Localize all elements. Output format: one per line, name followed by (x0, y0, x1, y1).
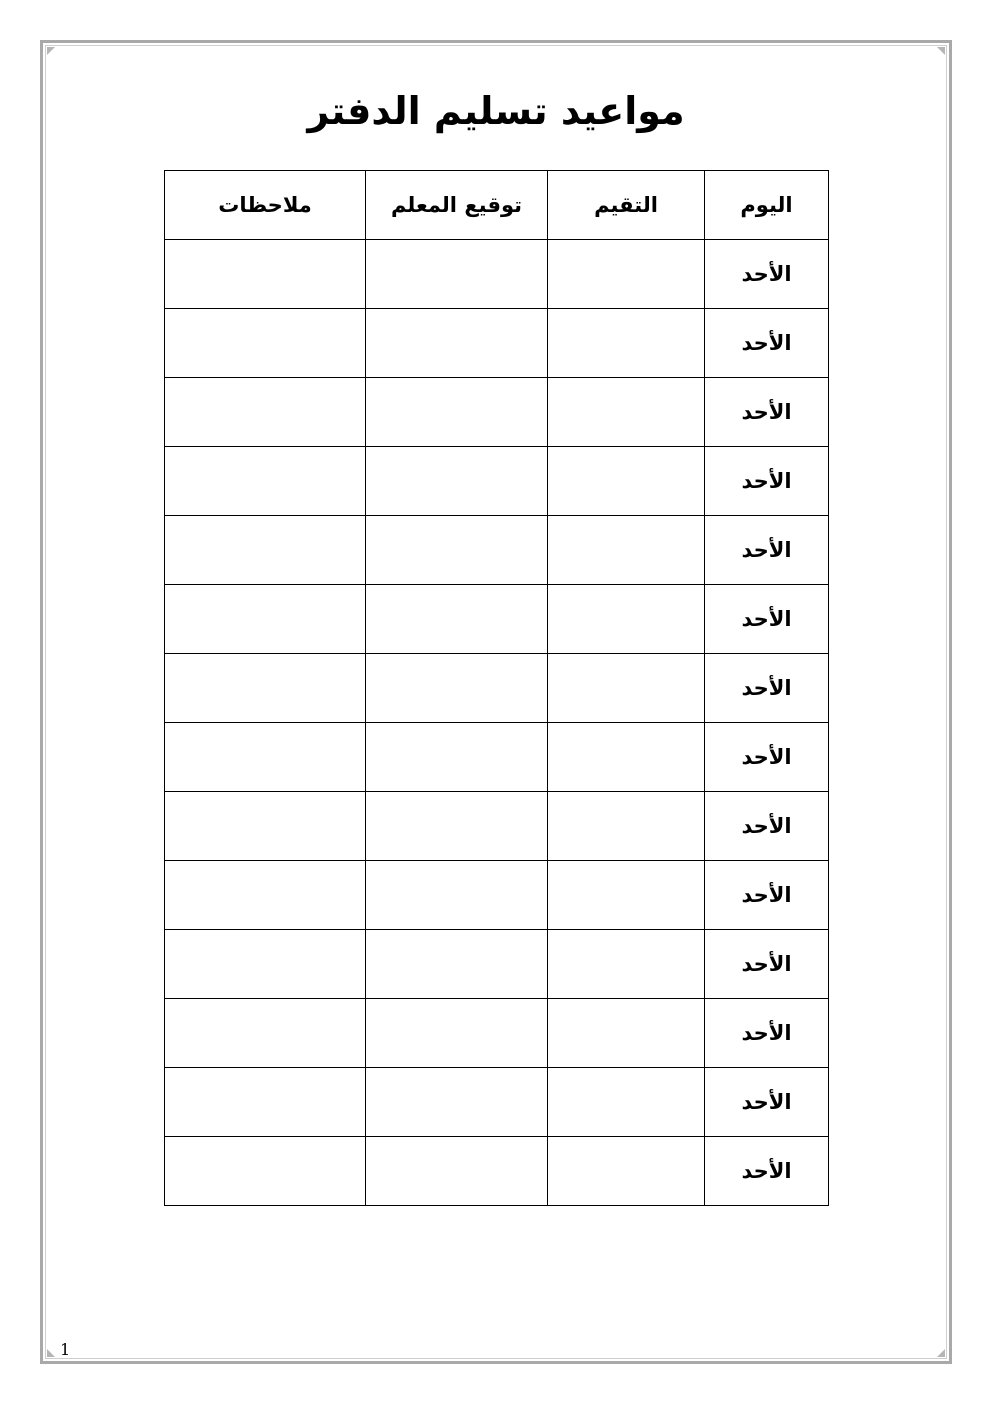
frame-corner-ornament (47, 1349, 55, 1357)
cell-teacher-signature[interactable] (366, 654, 548, 723)
table-row (165, 309, 829, 378)
header-day: اليوم (705, 171, 829, 240)
cell-teacher-signature[interactable] (366, 861, 548, 930)
table-row (165, 585, 829, 654)
cell-notes[interactable] (165, 999, 366, 1068)
cell-notes[interactable] (165, 240, 366, 309)
frame-corner-ornament (937, 47, 945, 55)
table-row (165, 861, 829, 930)
table-body (165, 240, 829, 1206)
cell-day: الأحد (705, 930, 829, 999)
cell-day: الأحد (705, 654, 829, 723)
cell-grade[interactable] (548, 930, 705, 999)
cell-notes[interactable] (165, 930, 366, 999)
cell-notes[interactable] (165, 447, 366, 516)
cell-notes[interactable] (165, 654, 366, 723)
frame-corner-ornament (47, 47, 55, 55)
cell-teacher-signature[interactable] (366, 447, 548, 516)
cell-grade[interactable] (548, 1137, 705, 1206)
cell-day: الأحد (705, 1068, 829, 1137)
cell-teacher-signature[interactable] (366, 1137, 548, 1206)
table-row (165, 999, 829, 1068)
cell-notes[interactable] (165, 792, 366, 861)
table-row (165, 1068, 829, 1137)
cell-grade[interactable] (548, 1068, 705, 1137)
notebook-schedule-table (164, 170, 829, 1206)
frame-corner-ornament (937, 1349, 945, 1357)
cell-grade[interactable] (548, 999, 705, 1068)
cell-notes[interactable] (165, 309, 366, 378)
table-row (165, 654, 829, 723)
cell-day: الأحد (705, 378, 829, 447)
cell-day: الأحد (705, 447, 829, 516)
cell-day: الأحد (705, 585, 829, 654)
cell-teacher-signature[interactable] (366, 309, 548, 378)
cell-teacher-signature[interactable] (366, 240, 548, 309)
cell-teacher-signature[interactable] (366, 516, 548, 585)
cell-day: الأحد (705, 516, 829, 585)
cell-teacher-signature[interactable] (366, 930, 548, 999)
cell-grade[interactable] (548, 516, 705, 585)
table-header-row (165, 171, 829, 240)
cell-teacher-signature[interactable] (366, 999, 548, 1068)
cell-teacher-signature[interactable] (366, 585, 548, 654)
cell-teacher-signature[interactable] (366, 792, 548, 861)
cell-day: الأحد (705, 723, 829, 792)
table-row (165, 447, 829, 516)
cell-grade[interactable] (548, 792, 705, 861)
table-row (165, 1137, 829, 1206)
cell-notes[interactable] (165, 723, 366, 792)
cell-day: الأحد (705, 309, 829, 378)
cell-grade[interactable] (548, 861, 705, 930)
cell-notes[interactable] (165, 516, 366, 585)
cell-grade[interactable] (548, 723, 705, 792)
cell-grade[interactable] (548, 240, 705, 309)
cell-teacher-signature[interactable] (366, 1068, 548, 1137)
cell-teacher-signature[interactable] (366, 723, 548, 792)
cell-notes[interactable] (165, 378, 366, 447)
header-notes: ملاحظات (165, 171, 366, 240)
table-row (165, 240, 829, 309)
cell-grade[interactable] (548, 585, 705, 654)
header-teacher-signature: توقيع المعلم (366, 171, 548, 240)
cell-notes[interactable] (165, 1137, 366, 1206)
cell-day: الأحد (705, 240, 829, 309)
cell-notes[interactable] (165, 861, 366, 930)
header-grade: التقيم (548, 171, 705, 240)
table-row (165, 378, 829, 447)
cell-grade[interactable] (548, 309, 705, 378)
table-row (165, 792, 829, 861)
page-title: مواعيد تسليم الدفتر (307, 89, 685, 134)
page-number: 1 (60, 1340, 71, 1359)
table-row (165, 930, 829, 999)
cell-day: الأحد (705, 1137, 829, 1206)
cell-day: الأحد (705, 861, 829, 930)
cell-grade[interactable] (548, 654, 705, 723)
table-row (165, 516, 829, 585)
cell-day: الأحد (705, 999, 829, 1068)
cell-day: الأحد (705, 792, 829, 861)
table-row (165, 723, 829, 792)
cell-teacher-signature[interactable] (366, 378, 548, 447)
cell-grade[interactable] (548, 447, 705, 516)
cell-notes[interactable] (165, 1068, 366, 1137)
cell-grade[interactable] (548, 378, 705, 447)
cell-notes[interactable] (165, 585, 366, 654)
